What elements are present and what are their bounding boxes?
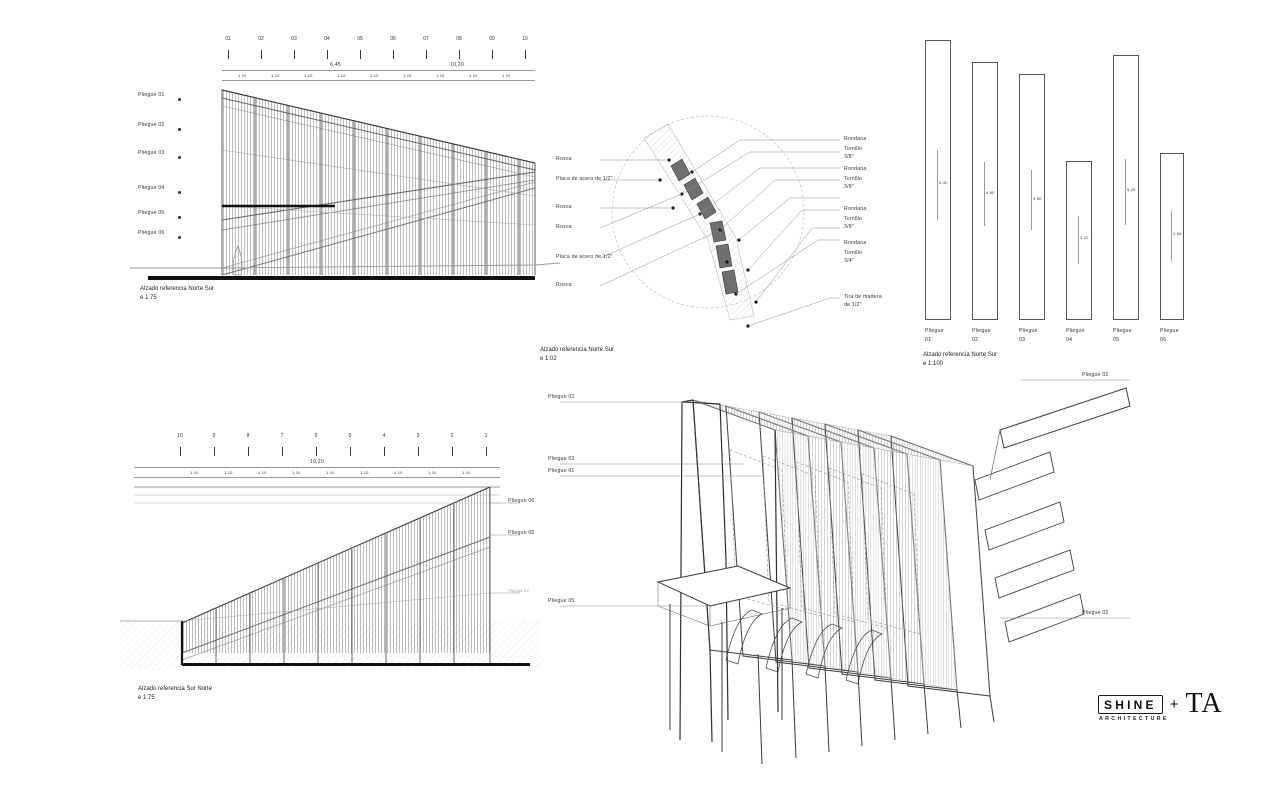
level-label: Pliegue 05	[138, 210, 165, 216]
axon-callout: Pliegue 02	[1082, 610, 1109, 616]
dimension-segment: 1,10	[304, 73, 313, 78]
axon-callout: Pliegue 02	[1082, 372, 1109, 378]
grid-label: 6	[314, 433, 318, 439]
level-label: Pliegue 02	[138, 122, 165, 128]
fold-label: Pliegue	[1019, 328, 1038, 334]
grid-label: 09	[489, 36, 495, 42]
dimension-total-left: 6,45	[330, 62, 341, 68]
detail-label-right: 3/8"	[844, 154, 854, 160]
grid-label: 5	[348, 433, 352, 439]
detail-label-right: 3/4"	[844, 258, 854, 264]
panel-elevation-south-north	[120, 425, 540, 725]
fold-number: 03	[1019, 337, 1026, 343]
detail-label-right: de 1/2"	[844, 302, 862, 308]
partner-logo-text: TA	[1185, 688, 1223, 719]
panel-title-line1: Alzado referencia Norte Sur	[923, 352, 998, 358]
fold-label: Pliegue	[1066, 328, 1085, 334]
grid-label: 06	[390, 36, 396, 42]
dimension-segment: 1,10	[370, 73, 379, 78]
dimension-segment: 1,10	[271, 73, 280, 78]
dimension-segment: 1,10	[337, 73, 346, 78]
detail-label-left: Rosca	[556, 224, 572, 230]
dimension-segment: 1,10	[436, 73, 445, 78]
fold-label: Pliegue	[925, 328, 944, 334]
detail-label-right: Tornillo	[844, 216, 863, 222]
logo	[1098, 688, 1223, 722]
panel-title-scale: e 1:75	[138, 695, 155, 702]
panel-title-scale: e 1:100	[923, 361, 944, 368]
fold-dim: 5,20	[1127, 187, 1136, 192]
dimension-segment: 1,10	[190, 470, 199, 475]
panel-title	[138, 685, 212, 704]
dimension-segment: 1,10	[326, 470, 335, 475]
dimension-segment: 1,10	[502, 73, 511, 78]
panel-elevation-north-south	[130, 20, 560, 320]
level-label: Pliegue 01	[138, 92, 165, 98]
grid-label: 8	[246, 433, 250, 439]
axonometric-drawing	[530, 360, 1150, 780]
grid-label: 10	[177, 433, 183, 439]
fold-number: 01	[925, 337, 932, 343]
joint-detail-drawing	[540, 80, 920, 370]
fold-number: 06	[1160, 337, 1167, 343]
panel-joint-detail	[540, 80, 920, 370]
detail-label-left: Rosca	[556, 156, 572, 162]
grid-label: 01	[225, 36, 231, 42]
fold-dim: 5,40	[939, 180, 948, 185]
axon-callout: Pliegue 01	[548, 468, 575, 474]
grid-label: 4	[382, 433, 386, 439]
panel-title-line1: Alzado referencia Sur Norte	[138, 686, 213, 692]
axon-callout: Pliegue 02	[548, 394, 575, 400]
fold-label: Pliegue	[1113, 328, 1132, 334]
level-label: Pliegue 06	[508, 498, 535, 504]
panel-title	[140, 285, 214, 304]
axon-callout: Pliegue 05	[548, 598, 575, 604]
dimension-total-right: 10,20	[450, 62, 464, 68]
level-label: Pliegue 04	[508, 588, 529, 593]
grid-label: 04	[324, 36, 330, 42]
shine-logo-mark	[1098, 695, 1169, 722]
dimension-segment: 1,10	[428, 470, 437, 475]
fold-dim: 2,60	[1173, 231, 1182, 236]
axon-callout: Pliegue 03	[548, 456, 575, 462]
detail-label-right: Rondana	[844, 166, 867, 172]
panel-title-line1: Alzado referencia Norte Sur	[140, 286, 215, 292]
dimension-total: 10,20	[310, 459, 324, 465]
detail-label-left: Rosca	[556, 204, 572, 210]
grid-label: 05	[357, 36, 363, 42]
panel-fold-series	[915, 35, 1205, 368]
grid-label: 10	[522, 36, 528, 42]
level-label: Pliegue 05	[508, 530, 535, 536]
detail-label-left: Rosca	[556, 282, 572, 288]
panel-axonometric	[530, 360, 1150, 780]
fold-dim: 3,10	[1080, 235, 1089, 240]
elevation-drawing	[120, 425, 540, 725]
detail-label-left: Placa de acero de 1/2"	[556, 254, 613, 260]
dimension-segment: 1,10	[403, 73, 412, 78]
dimension-segment: 1,10	[469, 73, 478, 78]
shine-logo-subtitle: ARCHITECTURE	[1099, 715, 1169, 722]
grid-label: 9	[212, 433, 216, 439]
fold-number: 04	[1066, 337, 1073, 343]
dimension-segment: 1,10	[360, 470, 369, 475]
panel-title-line1: Alzado referencia Norte Sur	[540, 347, 615, 353]
grid-label: 02	[258, 36, 264, 42]
shine-logo-text: SHINE	[1104, 697, 1157, 712]
detail-label-right: Rondana	[844, 240, 867, 246]
grid-label: 03	[291, 36, 297, 42]
fold-number: 02	[972, 337, 979, 343]
grid-label: 2	[450, 433, 454, 439]
detail-label-right: Tornillo	[844, 250, 863, 256]
panel-title-scale: e 1:02	[540, 356, 557, 363]
detail-label-right: Tornillo	[844, 146, 863, 152]
fold-label: Pliegue	[972, 328, 991, 334]
fold-dim: 4,80	[986, 190, 995, 195]
elevation-drawing	[130, 20, 560, 320]
fold-number: 05	[1113, 337, 1120, 343]
detail-label-right: 3/8"	[844, 224, 854, 230]
dimension-segment: 1,10	[462, 470, 471, 475]
detail-label-right: Rondana	[844, 136, 867, 142]
grid-label: 3	[416, 433, 420, 439]
fold-label: Pliegue	[1160, 328, 1179, 334]
detail-label-left: Placa de acero de 1/2"	[556, 176, 613, 182]
dimension-segment: 1,10	[394, 470, 403, 475]
grid-label: 07	[423, 36, 429, 42]
detail-label-right: Tornillo	[844, 176, 863, 182]
detail-label-right: Rondana	[844, 206, 867, 212]
dimension-segment: 1,10	[238, 73, 247, 78]
level-label: Pliegue 03	[138, 150, 165, 156]
dimension-segment: 1,10	[292, 470, 301, 475]
dimension-segment: 1,10	[258, 470, 267, 475]
detail-label-right: Tira de madera	[844, 294, 882, 300]
grid-label: 7	[280, 433, 284, 439]
fold-dim: 4,60	[1033, 196, 1042, 201]
logo-plus: +	[1169, 695, 1179, 713]
level-label: Pliegue 06	[138, 230, 165, 236]
detail-label-right: 3/8"	[844, 184, 854, 190]
dimension-segment: 1,10	[224, 470, 233, 475]
level-label: Pliegue 04	[138, 185, 165, 191]
grid-label: 1	[484, 433, 488, 439]
grid-label: 08	[456, 36, 462, 42]
panel-title-scale: e 1:75	[140, 295, 157, 302]
